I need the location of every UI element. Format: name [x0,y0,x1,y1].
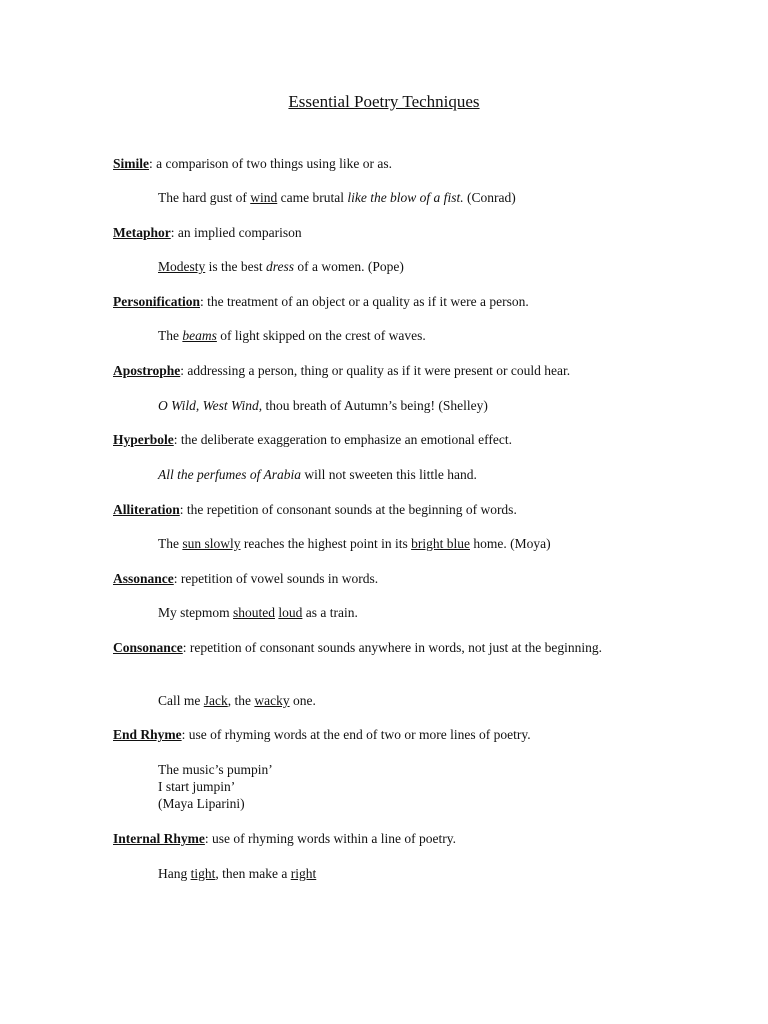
definition-text: : addressing a person, thing or quality as if it were present or could hear. [180,363,571,378]
term-metaphor: Metaphor [113,225,171,240]
example-underlined: Modesty [158,259,206,274]
example-italic: like the blow of a fist. [347,190,464,205]
term-simile: Simile [113,156,149,171]
term-personification: Personification [113,294,200,309]
example-text: reaches the highest point in its [240,536,412,551]
alliteration-definition [113,501,517,518]
example-text: of a women. (Pope) [294,259,404,274]
page-title: Essential Poetry Techniques [288,92,480,111]
term-alliteration: Alliteration [113,502,180,517]
internal-rhyme-definition [113,830,456,847]
consonance-example [158,692,316,709]
definition-text: : a comparison of two things using like or as. [149,156,392,171]
end-rhyme-example-line: (Maya Liparini) [158,796,245,811]
example-text: Call me [158,693,204,708]
definition-text: : an implied comparison [170,225,302,240]
apostrophe-definition [113,362,570,379]
simile-definition [113,155,392,172]
definition-text: : repetition of vowel sounds in words. [173,571,379,586]
simile-example [158,189,516,206]
example-text: came brutal [277,190,348,205]
example-underlined: sun slowly [182,536,241,551]
metaphor-definition [113,224,302,241]
example-italic: All the perfumes of Arabia [158,467,301,482]
example-text: Hang [158,866,191,881]
definition-text: : use of rhyming words within a line of poetry. [204,831,456,846]
definition-text: : repetition of consonant sounds anywhere in words, not just at the beginning. [182,640,602,655]
example-text: The hard gust of [158,190,251,205]
end-rhyme-definition [113,726,531,743]
hyperbole-definition [113,431,512,448]
example-underlined: wacky [254,693,290,708]
metaphor-example [158,258,404,275]
internal-rhyme-example [158,865,316,882]
term-assonance: Assonance [113,571,174,586]
alliteration-example [158,535,551,552]
personification-example [158,327,426,344]
example-underlined: wind [250,190,278,205]
definition-text: : the repetition of consonant sounds at the beginning of words. [179,502,517,517]
example-underlined: bright blue [411,536,470,551]
example-underlined: Jack [203,693,228,708]
example-text: will not sweeten this little hand. [301,467,477,482]
hyperbole-example [158,466,477,483]
example-underlined: loud [278,605,303,620]
consonance-definition [113,639,603,656]
example-underlined: shouted [233,605,276,620]
example-text: one. [289,693,316,708]
example-text: The [158,536,183,551]
term-apostrophe: Apostrophe [113,363,181,378]
example-italic: O Wild, West Wind [158,398,259,413]
personification-definition [113,293,529,310]
example-text: The [158,328,183,343]
end-rhyme-example-line: The music’s pumpin’ [158,762,273,777]
term-consonance: Consonance [113,640,183,655]
example-text: , thou breath of Autumn’s being! (Shelley) [258,398,488,413]
example-italic-underlined: beams [182,328,217,343]
term-end-rhyme: End Rhyme [113,727,182,742]
definition-text: : the treatment of an object or a quality as if it were a person. [200,294,529,309]
example-text: , the [227,693,255,708]
example-text: , then make a [215,866,291,881]
apostrophe-example [158,397,488,414]
example-text: home. (Moya) [469,536,551,551]
definition-text: : the deliberate exaggeration to emphasize an emotional effect. [173,432,512,447]
example-text: (Conrad) [463,190,516,205]
example-text: is the best [205,259,266,274]
example-underlined: tight [190,866,216,881]
example-underlined: right [290,866,317,881]
definition-text: : use of rhyming words at the end of two or more lines of poetry. [181,727,531,742]
example-text: of light skipped on the crest of waves. [216,328,426,343]
assonance-example [158,604,358,621]
term-internal-rhyme: Internal Rhyme [113,831,205,846]
assonance-definition [113,570,378,587]
example-italic: dress [266,259,295,274]
example-text: as a train. [302,605,358,620]
term-hyperbole: Hyperbole [113,432,174,447]
example-text: My stepmom [158,605,234,620]
end-rhyme-example-line: I start jumpin’ [158,779,236,794]
